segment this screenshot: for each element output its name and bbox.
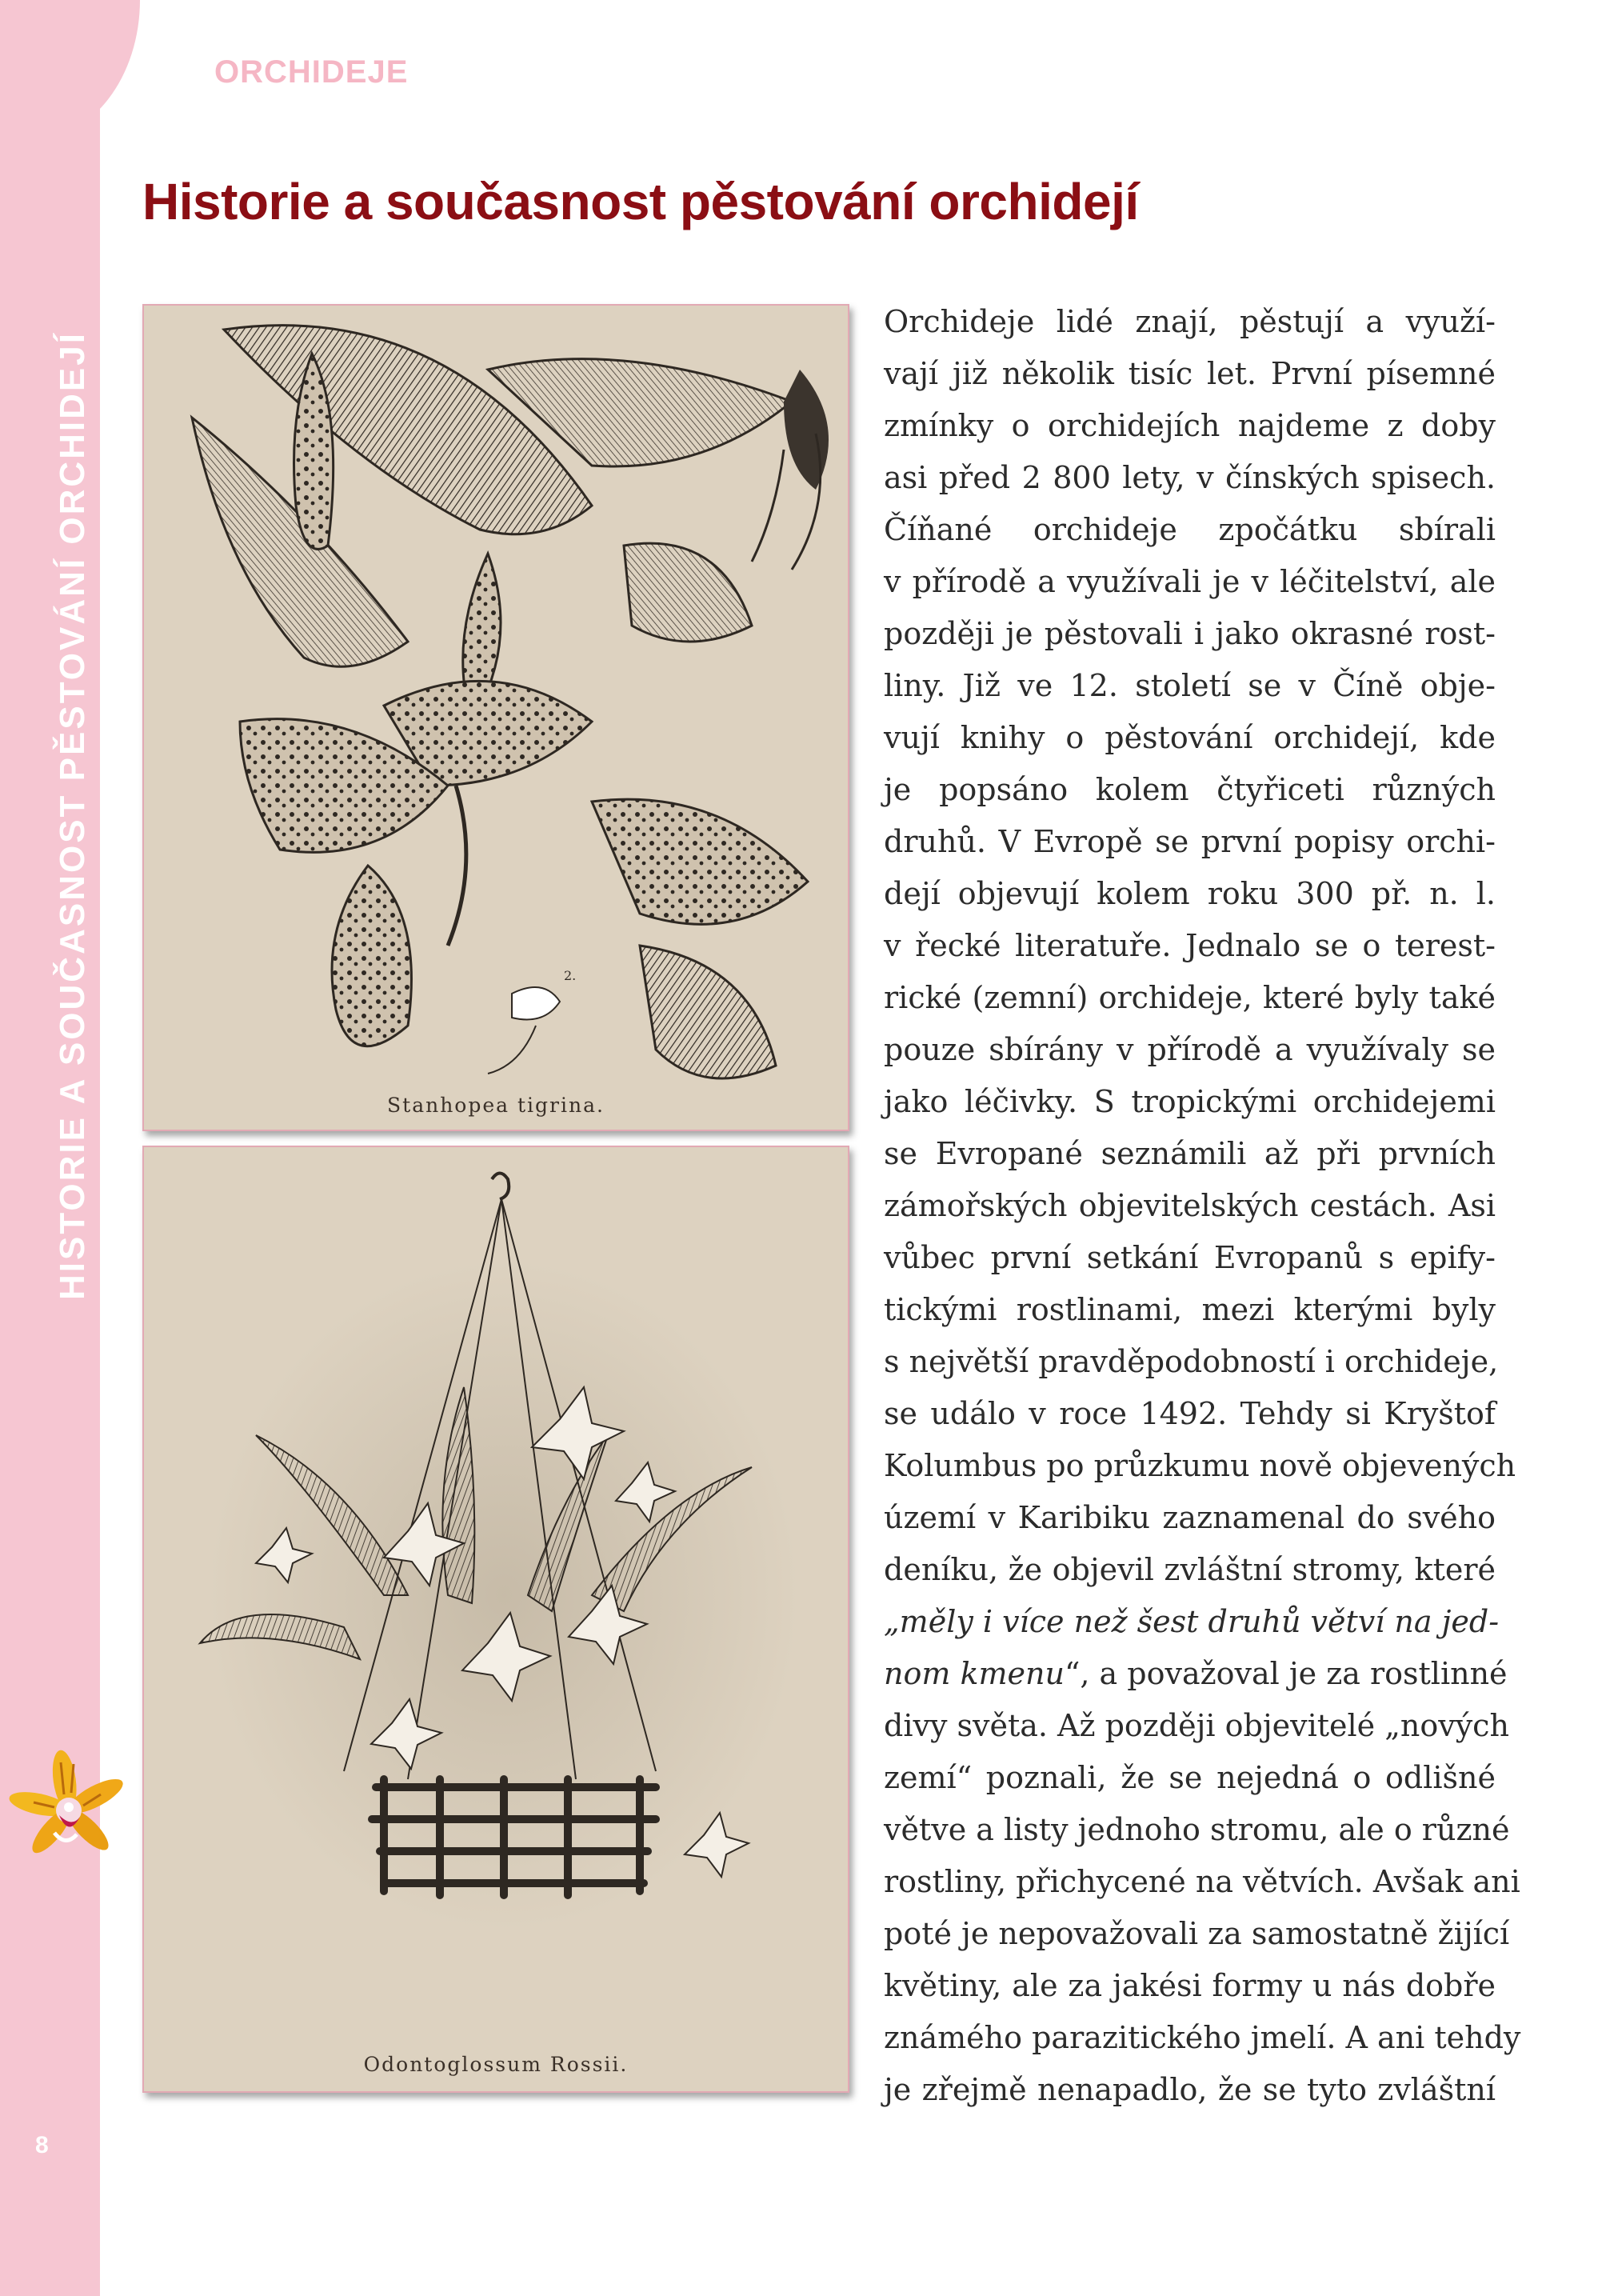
text-line: poté je nepovažovali za samostatně žijící [884, 1916, 1510, 1951]
text-line: divy světa. Až později objevitelé „nových [884, 1708, 1509, 1743]
text-line: s největší pravděpodobností i orchideje, [884, 1344, 1499, 1379]
text-line-quote [884, 1648, 1508, 1700]
text-line: v přírodě a využívali je v léčitelství, ale [884, 564, 1496, 599]
text-line: asi před 2 800 lety, v čínských spisech. [884, 460, 1496, 495]
page-number: 8 [35, 2132, 49, 2158]
text-line: je popsáno kolem čtyřiceti různých [884, 772, 1496, 807]
text-line: území v Karibiku zaznamenal do svého [884, 1500, 1496, 1535]
text-line: zemí“ poznali, že se nejedná o odlišné [884, 1760, 1496, 1795]
text-after-quote: “, a považoval je za rostlinné [1064, 1656, 1508, 1691]
text-line: rické (zemní) orchideje, které byly také [884, 980, 1496, 1015]
text-line: Orchideje lidé znají, pěstují a využí- [884, 304, 1496, 339]
text-line: deníku, že objevil zvláštní stromy, které [884, 1552, 1496, 1587]
text-line: Kolumbus po průzkumu nově objevených [884, 1448, 1516, 1483]
text-line: později je pěstovali i jako okrasné rost- [884, 616, 1496, 651]
text-line: se Evropané seznámili až při prvních [884, 1136, 1496, 1171]
quote-text: nom kmenu [884, 1656, 1065, 1691]
text-line: zmínky o orchidejích najdeme z doby [884, 408, 1496, 443]
side-chapter-title: HISTORIE A SOUČASNOST PĚSTOVÁNÍ ORCHIDEJÍ [53, 331, 92, 1300]
orchid-flower-icon [6, 1748, 142, 1876]
article-body [884, 296, 1521, 2116]
running-head: ORCHIDEJE [214, 54, 409, 90]
quote-text: „měly i více než šest druhů větví na jed- [884, 1604, 1500, 1639]
text-line: liny. Již ve 12. století se v Číně obje- [884, 668, 1496, 703]
text-line: vují knihy o pěstování orchidejí, kde [884, 720, 1496, 755]
stanhopea-engraving [144, 306, 848, 1130]
text-line: v řecké literatuře. Jednalo se o terest- [884, 928, 1496, 963]
text-line: Číňané orchideje zpočátku sbírali [884, 512, 1496, 547]
text-line: větve a listy jednoho stromu, ale o různé [884, 1812, 1510, 1847]
text-line-quote [884, 1596, 1500, 1648]
text-line: tickými rostlinami, mezi kterými byly [884, 1292, 1496, 1327]
text-line: dejí objevují kolem roku 300 př. n. l. [884, 876, 1496, 911]
text-line: je zřejmě nenapadlo, že se tyto zvláštní [884, 2072, 1496, 2107]
text-line: vůbec první setkání Evropanů s epify- [884, 1240, 1496, 1275]
page-title: Historie a současnost pěstování orchidejí [142, 173, 1139, 230]
odontoglossum-engraving [144, 1147, 848, 2091]
stanhopea-illustration [142, 304, 849, 1131]
text-line: se událo v roce 1492. Tehdy si Kryštof [884, 1396, 1496, 1431]
figure-caption: Stanhopea tigrina. [387, 1094, 605, 1117]
article-paragraph [884, 296, 1521, 2116]
text-line: zámořských objevitelských cestách. Asi [884, 1188, 1496, 1223]
plate-mark: 2. [564, 968, 577, 983]
text-line: pouze sbírány v přírodě a využívaly se [884, 1032, 1496, 1067]
odontoglossum-illustration [142, 1146, 849, 2093]
text-line: vají již několik tisíc let. První písemné [884, 356, 1496, 391]
text-line: rostliny, přichycené na větvích. Avšak ani [884, 1864, 1520, 1899]
figure-caption: Odontoglossum Rossii. [363, 2053, 629, 2076]
text-line: druhů. V Evropě se první popisy orchi- [884, 824, 1496, 859]
corner-decoration [0, 0, 140, 140]
text-line: známého parazitického jmelí. A ani tehdy [884, 2020, 1521, 2055]
text-line: jako léčivky. S tropickými orchidejemi [884, 1084, 1496, 1119]
text-line: květiny, ale za jakési formy u nás dobře [884, 1968, 1496, 2003]
